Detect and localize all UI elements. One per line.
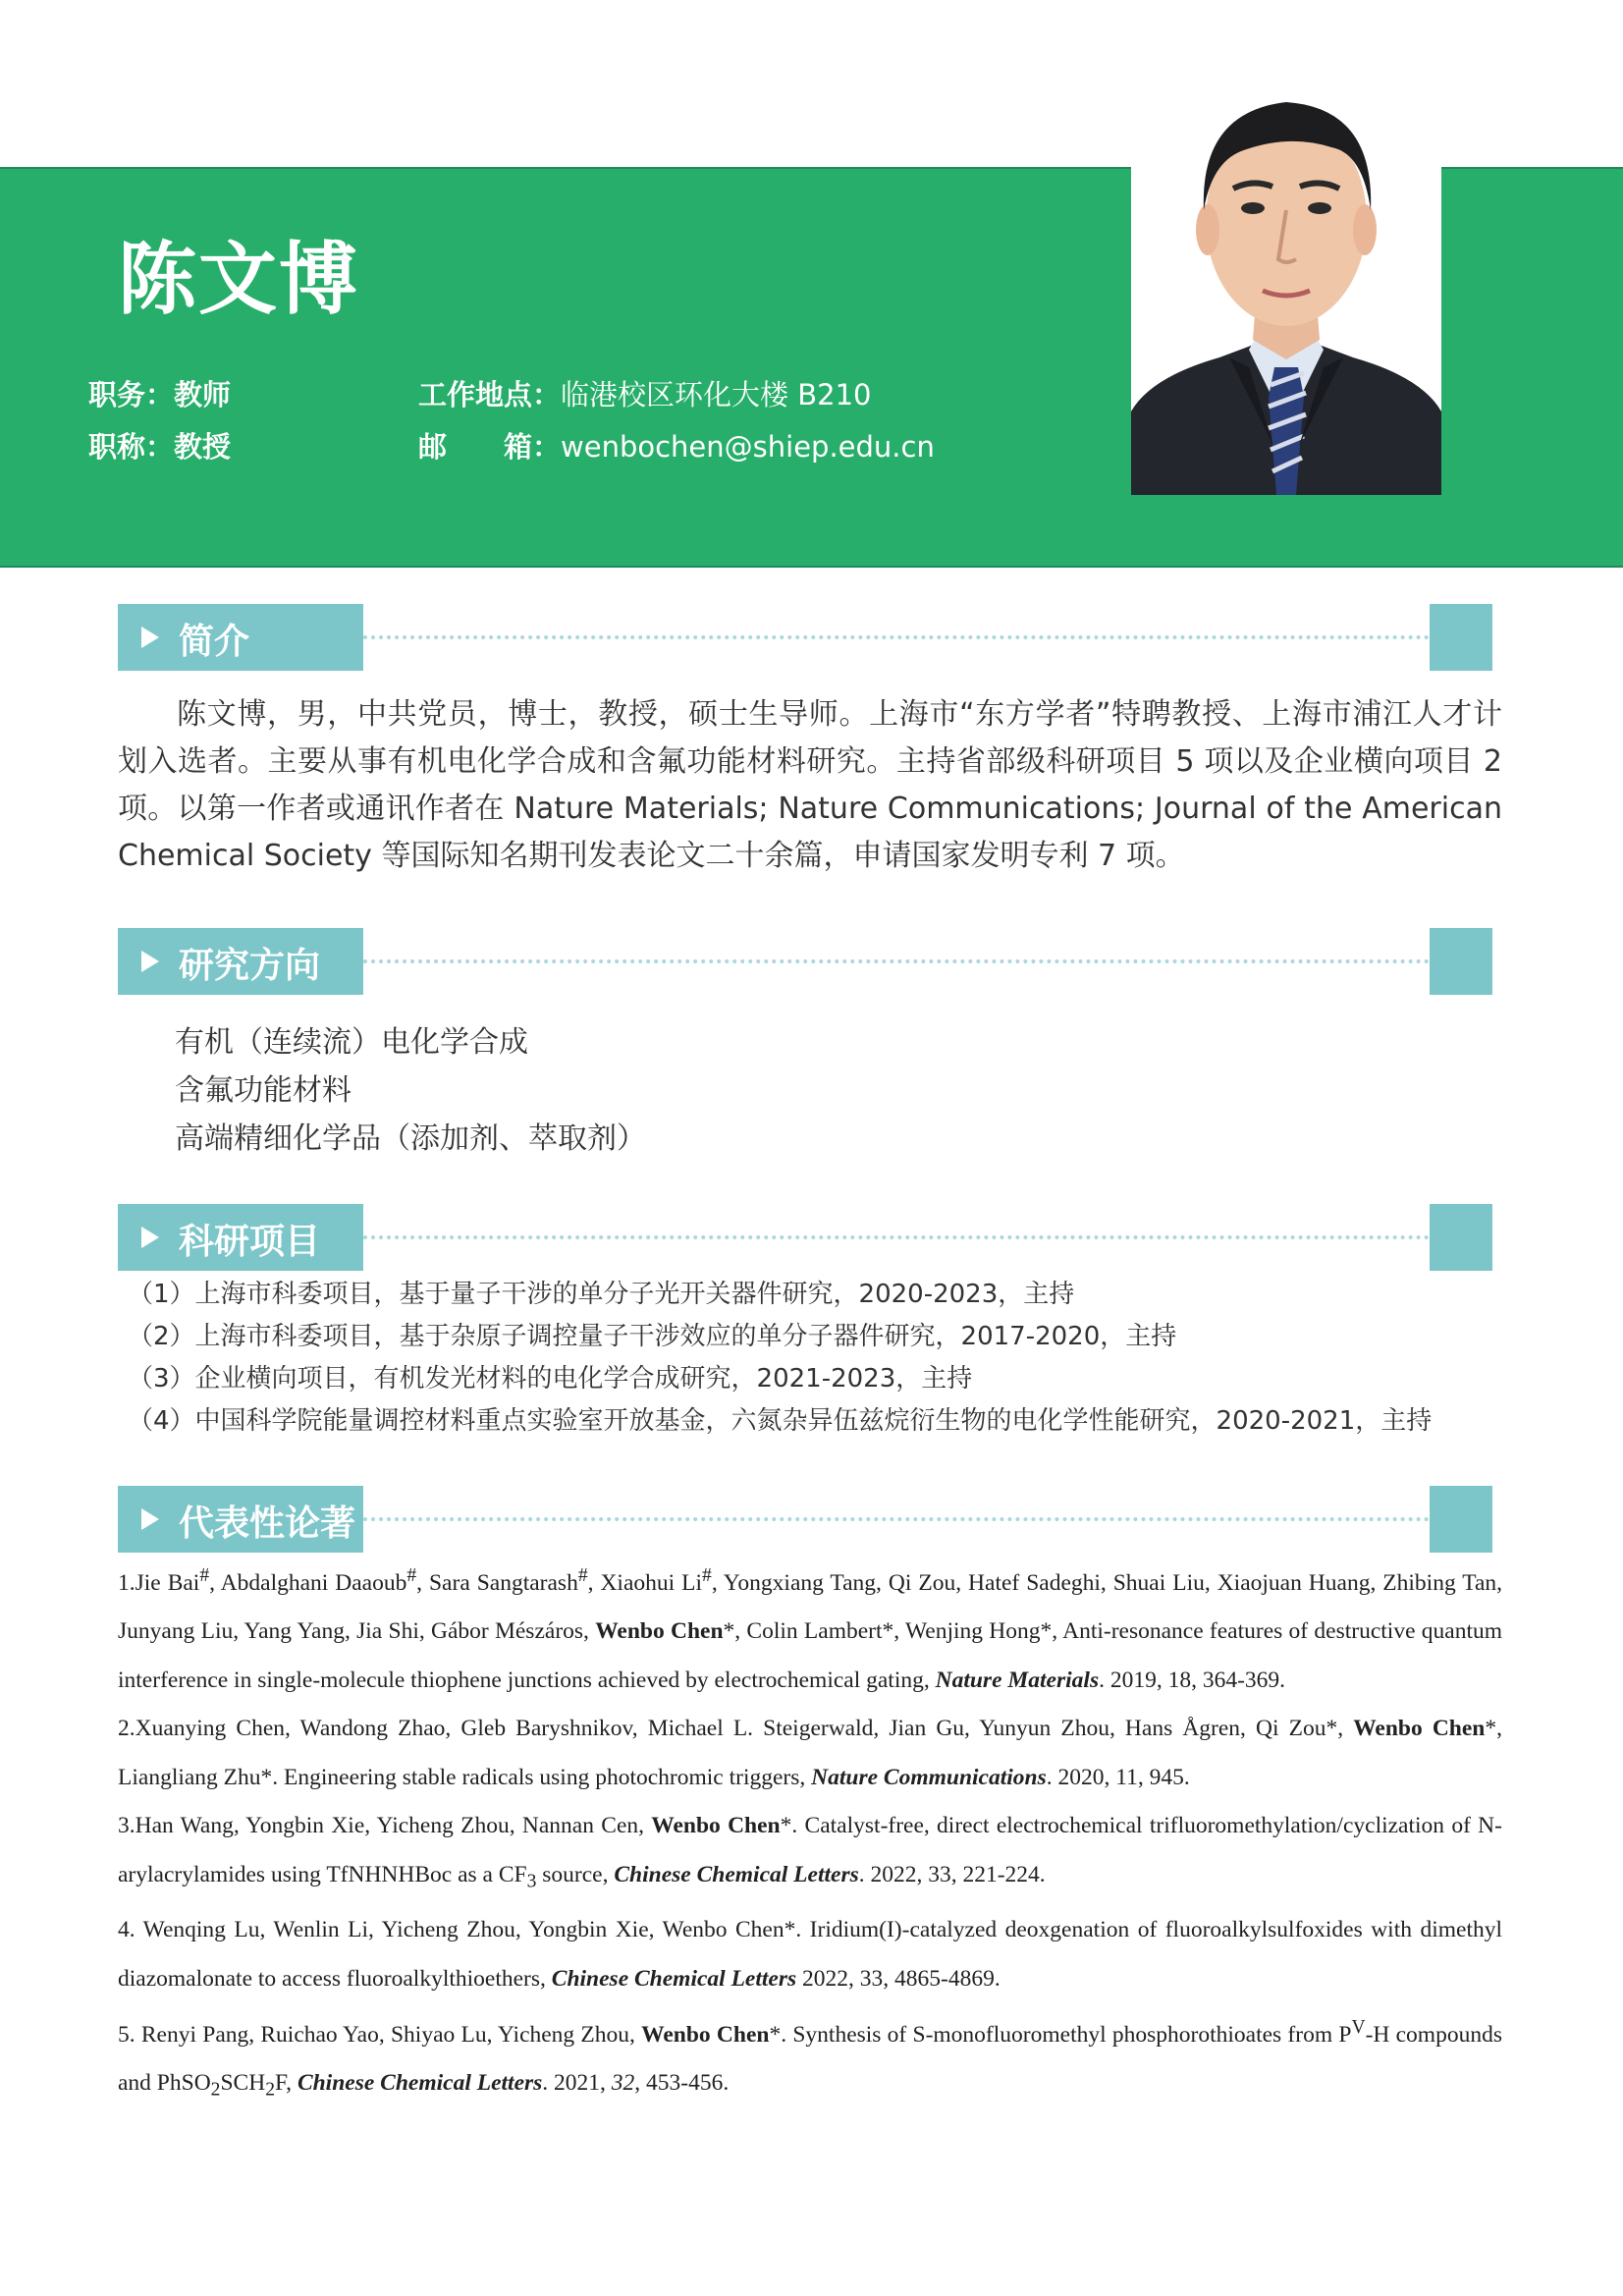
intro-paragraph: 陈文博，男，中共党员，博士，教授，硕士生导师。上海市“东方学者”特聘教授、上海市浦江人才计划入选者。主要从事有机电化学合成和含氟功能材料研究。主持省部级科研项目 5 项以及企业横向项目 2 项。以第一作者或通讯作者在 Nature Materials; Nature Communications; Journal of the American Chemical Society 等国际知名期刊发表论文二十余篇，申请国家发明专利 7 项。 (118, 697, 1502, 873)
project-item: （2）上海市科委项目，基于杂原子调控量子干涉效应的单分子器件研究，2017-2020，主持 (128, 1322, 1177, 1351)
section-header-research (118, 928, 1492, 995)
title-value: 教授 (174, 430, 232, 464)
dotted-divider (363, 635, 1430, 639)
publication-item: 4. Wenqing Lu, Wenlin Li, Yicheng Zhou, Yongbin Xie, Wenbo Chen*. Iridium(I)-catalyzed deoxgenation of fluoroalkylsulfoxides with dimethyl diazomalonate to access fluoroalkylthioethers, Chinese Chemical Letters 2022, 33, 4865-4869. (118, 1917, 1502, 1992)
section-header-publications (118, 1486, 1492, 1553)
section-end-block (1430, 1204, 1492, 1271)
section-title: 简介 (179, 622, 250, 662)
title-row (88, 425, 231, 465)
location-row (418, 373, 871, 413)
publication-item: 2.Xuanying Chen, Wandong Zhao, Gleb Baryshnikov, Michael L. Steigerwald, Jian Gu, Yunyun Zhou, Hans Ågren, Qi Zou*, Wenbo Chen*, Liangliang Zhu*. Engineering stable radicals using photochromic triggers, Nature Communications. 2020, 11, 945. (118, 1716, 1502, 1790)
section-header-intro (118, 604, 1492, 671)
section-title: 科研项目 (179, 1222, 321, 1262)
portrait-photo (1131, 73, 1441, 495)
position-label: 职务： (88, 378, 175, 411)
publication-item: 5. Renyi Pang, Ruichao Yao, Shiyao Lu, Yicheng Zhou, Wenbo Chen*. Synthesis of S-monofluoromethyl phosphorothioates from $P^V-H$ compounds and $PhSO_2SCH_2F$, Chinese Chemical Letters. 2021, 32, 453-456. (118, 2017, 1502, 2102)
research-item: 高端精细化学品（添加剂、萃取剂） (175, 1121, 646, 1156)
section-end-block (1430, 1486, 1492, 1553)
dotted-divider (363, 1235, 1430, 1239)
dotted-divider (363, 959, 1430, 963)
title-label: 职称： (88, 430, 175, 464)
position-value: 教师 (174, 378, 232, 411)
project-item: （3）企业横向项目，有机发光材料的电化学合成研究，2021-2023，主持 (128, 1364, 973, 1394)
triangle-icon (141, 1508, 159, 1530)
publication-item: 1.Jie Bai#, Abdalghani Daaoub#, Sara Sangtarash#, Xiaohui Li#, Yongxiang Tang, Qi Zou, Hatef Sadeghi, Shuai Liu, Xiaojuan Huang, Zhibing Tan, Junyang Liu, Yang Yang, Jia Shi, Gábor Mészáros, Wenbo Chen*, Colin Lambert*, Wenjing Hong*, Anti-resonance features of destructive quantum interference in single-molecule thiophene junctions achieved by electrochemical gating, Nature Materials. 2019, 18, 364-369. (118, 1565, 1503, 1693)
triangle-icon (141, 1227, 159, 1248)
location-value: 临港校区环化大楼 B210 (561, 378, 872, 411)
email-label: 邮 箱： (418, 430, 562, 464)
portrait-illustration (1131, 73, 1441, 495)
email-value: wenbochen@shiep.edu.cn (561, 430, 935, 464)
publication-item: 3.Han Wang, Yongbin Xie, Yicheng Zhou, Nannan Cen, Wenbo Chen*. Catalyst-free, direct electrochemical trifluoromethylation/cyclization of N-arylacrylamides using TfNHNHBoc as a $CF_3$ source, Chinese Chemical Letters. 2022, 33, 221-224. (118, 1813, 1502, 1892)
position-row (88, 373, 231, 413)
section-end-block (1430, 604, 1492, 671)
section-end-block (1430, 928, 1492, 995)
publication-list (118, 1552, 1502, 2115)
project-item: （1）上海市科委项目，基于量子干涉的单分子光开关器件研究，2020-2023，主持 (128, 1280, 1075, 1309)
triangle-icon (141, 627, 159, 648)
research-item: 含氟功能材料 (175, 1073, 352, 1108)
triangle-icon (141, 951, 159, 972)
section-title: 代表性论著 (179, 1503, 356, 1544)
email-row (418, 425, 935, 465)
project-item: （4）中国科学院能量调控材料重点实验室开放基金，六氮杂异伍兹烷衍生物的电化学性能研究，2020-2021，主持 (128, 1406, 1433, 1436)
location-label: 工作地点： (418, 378, 562, 411)
section-header-projects (118, 1204, 1492, 1271)
section-title: 研究方向 (179, 946, 321, 986)
research-item: 有机（连续流）电化学合成 (175, 1025, 528, 1060)
person-name: 陈文博 (118, 234, 359, 325)
dotted-divider (363, 1517, 1430, 1521)
